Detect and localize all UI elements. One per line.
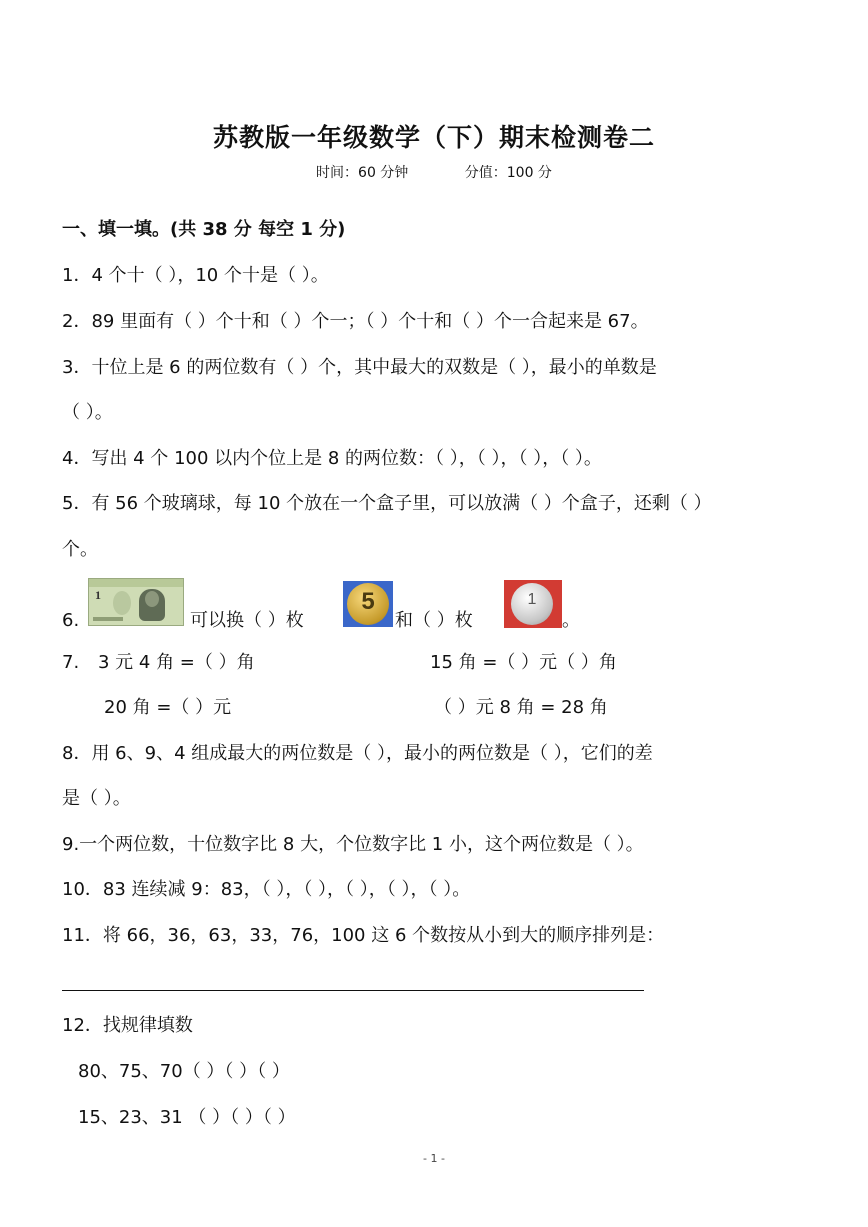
- question-5-cont: 个。: [62, 539, 98, 560]
- question-2: 2．89 里面有（ ）个十和（ ）个一；（ ）个十和（ ）个一合起来是 67。: [62, 311, 649, 332]
- question-9: 9.一个两位数，十位数字比 8 大，个位数字比 1 小，这个两位数是（ ）。: [62, 834, 644, 855]
- question-7b: 15 角 =（ ）元（ ）角: [430, 652, 617, 673]
- five-jiao-coin-image: [343, 581, 393, 627]
- banknote-watermark: [113, 591, 131, 615]
- question-1: 1．4 个十（ ），10 个十是（ ）。: [62, 265, 329, 286]
- question-8: 8．用 6、9、4 组成最大的两位数是（ ），最小的两位数是（ ），它们的差: [62, 743, 653, 764]
- question-3: 3．十位上是 6 的两位数有（ ）个，其中最大的双数是（ ），最小的单数是: [62, 357, 657, 378]
- question-12b: 15、23、31 （ ）（ ）（ ）: [78, 1107, 296, 1128]
- question-12a: 80、75、70（ ）（ ）（ ）: [78, 1061, 290, 1082]
- silver-coin: [511, 583, 553, 625]
- question-10: 10．83 连续减 9：83，（ ），（ ），（ ），（ ），（ ）。: [62, 879, 471, 900]
- page-title: 苏教版一年级数学（下）期末检测卷二: [212, 123, 655, 152]
- question-7c: 20 角 =（ ）元: [104, 697, 232, 718]
- coin-value-5: 5: [361, 588, 375, 615]
- question-8-cont: 是（ ）。: [62, 788, 131, 809]
- section-heading: 一、填一填。(共 38 分 每空 1 分): [62, 219, 346, 240]
- question-6-number: 6.: [62, 610, 80, 631]
- banknote-serial: [93, 617, 123, 621]
- question-6-text-2: 和（ ）枚: [395, 610, 473, 631]
- page-number: - 1 -: [423, 1152, 445, 1165]
- answer-line: [62, 990, 644, 991]
- time-limit: 时间：60 分钟: [316, 165, 409, 181]
- total-score: 分值：100 分: [464, 165, 552, 181]
- one-yuan-banknote-image: [88, 578, 184, 626]
- coin-value-1: 1: [527, 591, 537, 608]
- exam-info: [0, 162, 868, 182]
- question-12: 12．找规律填数: [62, 1015, 193, 1036]
- one-jiao-coin-image: [504, 580, 562, 628]
- question-6-text-3: 。: [562, 610, 580, 631]
- question-7a: 3 元 4 角 =（ ）角: [98, 652, 255, 673]
- banknote-band: [89, 579, 184, 587]
- question-11: 11．将 66，36，63，33，76，100 这 6 个数按从小到大的顺序排列是：: [62, 925, 665, 946]
- question-6-text-1: 可以换（ ）枚: [190, 610, 304, 631]
- question-7-number: 7.: [62, 652, 80, 673]
- question-5: 5．有 56 个玻璃球，每 10 个放在一个盒子里，可以放满（ ）个盒子，还剩（ ）: [62, 493, 712, 514]
- question-3-cont: （ ）。: [62, 402, 113, 423]
- banknote-portrait-face: [145, 591, 159, 607]
- question-4: 4．写出 4 个 100 以内个位上是 8 的两位数：（ ），（ ），（ ），（ ）。: [62, 448, 602, 469]
- banknote-denomination: 1: [95, 588, 101, 602]
- gold-coin: [347, 583, 389, 625]
- question-7d: （ ）元 8 角 = 28 角: [434, 697, 608, 718]
